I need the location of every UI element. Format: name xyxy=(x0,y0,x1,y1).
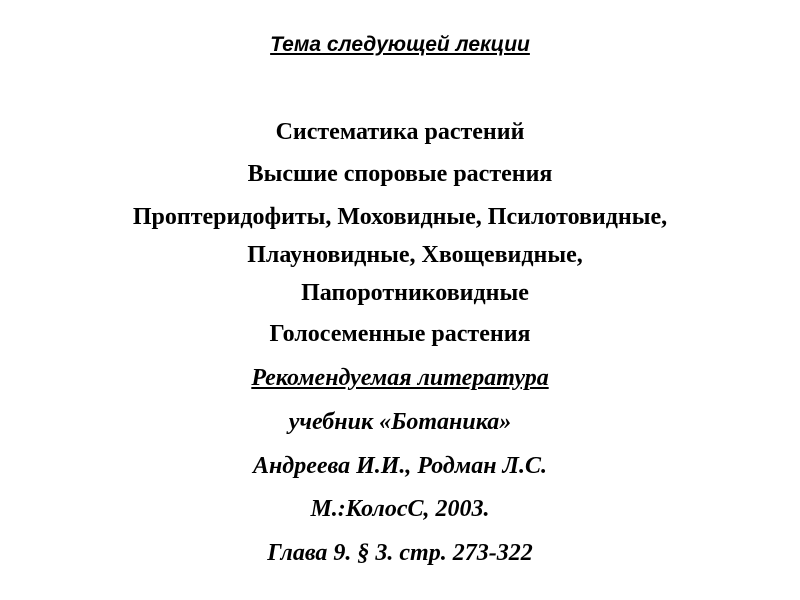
literature-publisher: М.:КолосС, 2003. xyxy=(310,496,490,522)
literature-book: учебник «Ботаника» xyxy=(288,409,512,435)
topic-systematics: Систематика растений xyxy=(275,119,525,145)
topic-gymnosperms: Голосеменные растения xyxy=(269,321,531,347)
literature-heading: Рекомендуемая литература xyxy=(251,365,549,391)
topic-groups-line-1: Проптеридофиты, Моховидные, Псилотовидные, xyxy=(132,204,668,230)
topic-higher-spore-plants: Высшие споровые растения xyxy=(247,161,553,187)
literature-chapter: Глава 9. § 3. стр. 273-322 xyxy=(267,540,533,566)
topic-groups-line-3: Папоротниковидные xyxy=(301,280,529,306)
slide-heading: Тема следующей лекции xyxy=(270,33,530,56)
topic-groups-line-2: Плауновидные, Хвощевидные, xyxy=(247,242,583,268)
literature-authors: Андреева И.И., Родман Л.С. xyxy=(252,453,548,479)
